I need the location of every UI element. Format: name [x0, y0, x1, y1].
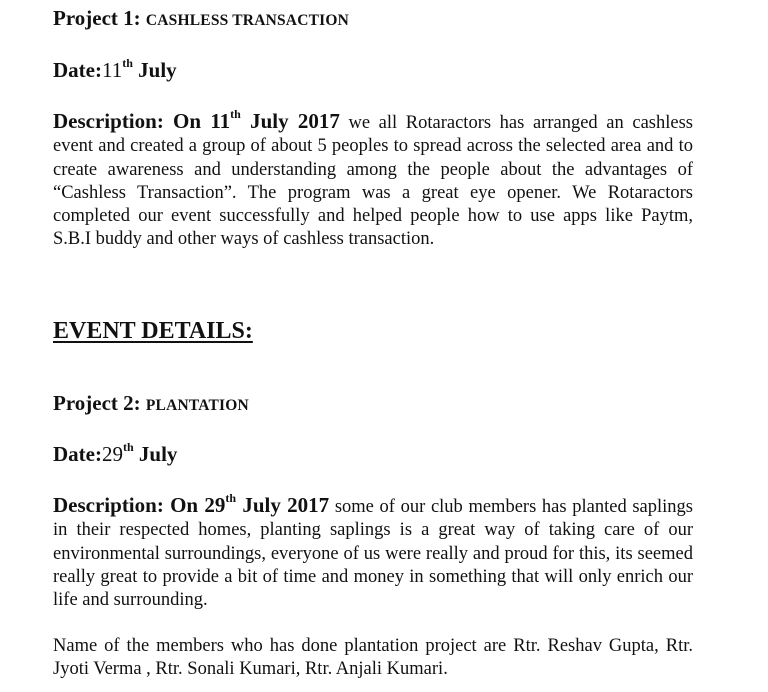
project1-name: CASHLESS TRANSACTION: [145, 12, 350, 29]
project2-date-label: Date:: [53, 442, 102, 466]
project1-desc-text: we all Rotaractors has arranged an cashless event and created a group of about 5 peoples to spread across the selected area and to create awareness and understanding among the people about the advantages of “Cashless Transaction”. The program was a great eye opener. We Rotaractors completed our event successfully and helped people how to use apps like Paytm, S.B.I buddy and other ways of cashless transaction.: [53, 113, 693, 250]
project1-description: [53, 107, 693, 252]
project2-label: Project 2:: [53, 391, 141, 415]
project1-date-day: 11: [101, 58, 123, 82]
project1-date: [53, 58, 177, 83]
project2-date-suffix: th: [122, 440, 134, 454]
project1-date-month: July: [138, 58, 177, 82]
project2-date: [53, 442, 177, 467]
project2-desc-text: some of our club members has planted saplings in their respected homes, planting saplings is a great way of taking care of our environmental surroundings, everyone of us were really and proud for this, its seemed really great to provide a bit of time and money in something that will only enrich our life and surrounding.: [53, 497, 694, 611]
project2-members: Name of the members who has done plantation project are Rtr. Reshav Gupta, Rtr. Jyoti Verma , Rtr. Sonali Kumari, Rtr. Anjali Kumari.: [53, 636, 693, 680]
project1-label: Project 1:: [53, 6, 141, 30]
project2-name: PLANTATION: [145, 397, 249, 414]
project2-desc-label: Description: On 29th July 2017: [53, 491, 330, 517]
project2-date-month: July: [138, 442, 178, 466]
project1-date-suffix: th: [122, 56, 133, 70]
project2-heading: [53, 391, 249, 416]
project2-description: [53, 491, 694, 612]
event-details-title: EVENT DETAILS:: [53, 318, 253, 344]
project1-heading: [53, 6, 349, 31]
project1-date-label: Date:: [53, 58, 102, 82]
project2-date-day: 29: [101, 442, 123, 466]
project1-desc-label: Description: On 11th July 2017: [53, 107, 340, 133]
